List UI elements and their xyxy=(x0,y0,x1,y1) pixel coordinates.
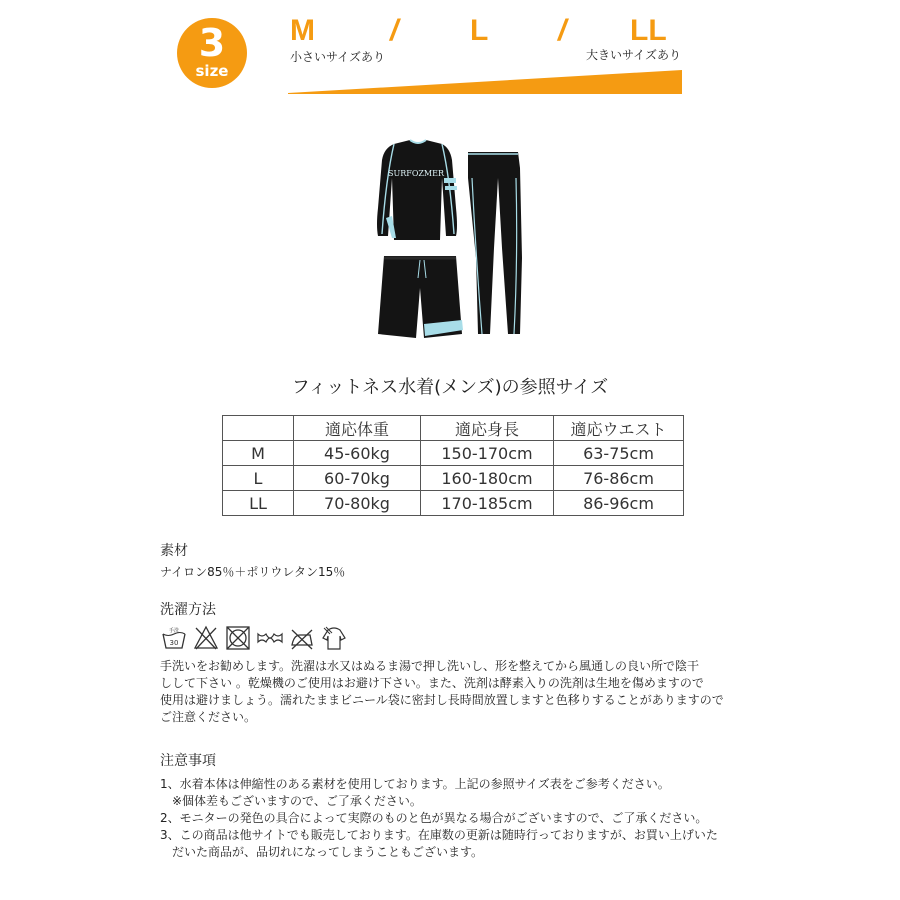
table-header-cell: 適応身長 xyxy=(421,416,554,441)
table-header-cell xyxy=(223,416,294,441)
table-cell: 45-60kg xyxy=(294,441,421,466)
table-header-cell: 適応体重 xyxy=(294,416,421,441)
washing-line: 使用は避けましょう。濡れたままビニール袋に密封し長時間放置しますと色移りすることがありますので xyxy=(160,693,724,707)
washing-line: ご注意ください。 xyxy=(160,710,257,724)
note-line: だいた商品が、品切れになってしまうこともございます。 xyxy=(160,845,484,859)
size-separator-2: / xyxy=(558,14,567,47)
notes-heading: 注意事項 xyxy=(160,753,216,769)
material-heading: 素材 xyxy=(160,543,188,559)
small-size-note: 小さいサイズあり xyxy=(290,50,386,64)
table-header-row xyxy=(223,416,684,441)
table-cell: 86-96cm xyxy=(554,491,684,516)
table-cell: 76-86cm xyxy=(554,466,684,491)
badge-word: size xyxy=(195,62,229,80)
table-row xyxy=(223,491,684,516)
no-iron-icon xyxy=(288,624,316,652)
note-line: 3、この商品は他サイトでも販売しております。在庫数の更新は随時行っておりますが、お買い上げいた xyxy=(160,828,718,842)
table-cell: 150-170cm xyxy=(421,441,554,466)
table-row xyxy=(223,466,684,491)
washing-heading: 洗濯方法 xyxy=(160,602,216,618)
large-size-note: 大きいサイズあり xyxy=(586,48,682,62)
notes-list xyxy=(160,776,718,861)
table-cell: L xyxy=(223,466,294,491)
badge-number: 3 xyxy=(198,21,226,65)
table-cell: M xyxy=(223,441,294,466)
table-cell: 70-80kg xyxy=(294,491,421,516)
orange-accent-stripe xyxy=(288,70,682,94)
hang-dry-shade-icon xyxy=(320,624,348,652)
hand-wash-label: 手洗 xyxy=(168,628,180,634)
size-count-badge xyxy=(177,18,247,88)
note-line: 1、水着本体は伸縮性のある素材を使用しております。上記の参照サイズ表をご参考ください。 xyxy=(160,777,670,791)
table-cell: 170-185cm xyxy=(421,491,554,516)
hand-wash-temp: 30 xyxy=(169,639,179,647)
size-separator-1: / xyxy=(390,14,399,47)
note-line: 2、モニターの発色の具合によって実際のものと色が異なる場合がございますので、ご了承ください。 xyxy=(160,811,708,825)
size-label-ll: LL xyxy=(630,14,667,47)
swimwear-set-image xyxy=(372,138,528,342)
care-icons xyxy=(160,624,348,652)
table-header-cell: 適応ウエスト xyxy=(554,416,684,441)
size-table-title: フィットネス水着(メンズ)の参照サイズ xyxy=(291,377,609,398)
material-text: ナイロン85％＋ポリウレタン15％ xyxy=(160,565,346,579)
table-cell: 160-180cm xyxy=(421,466,554,491)
brand-print: SURFOZMER xyxy=(388,169,444,178)
size-table xyxy=(222,415,684,516)
size-label-m: M xyxy=(290,14,315,47)
size-label-l: L xyxy=(470,14,489,47)
no-bleach-icon xyxy=(192,624,220,652)
no-tumble-dry-icon xyxy=(224,624,252,652)
wring-gently-icon xyxy=(256,624,284,652)
table-cell: 60-70kg xyxy=(294,466,421,491)
table-row xyxy=(223,441,684,466)
washing-line: しして下さい 。乾燥機のご使用はお避け下さい。また、洗剤は酵素入りの洗剤は生地を傷めますので xyxy=(160,676,704,690)
washing-instructions xyxy=(160,658,724,726)
table-cell: LL xyxy=(223,491,294,516)
note-line: ※個体差もございますので、ご了承ください。 xyxy=(160,794,422,808)
hand-wash-30-icon xyxy=(160,624,188,652)
washing-line: 手洗いをお勧めします。洗濯は水又はぬるま湯で押し洗いし、形を整えてから風通しの良い所で陰干 xyxy=(160,659,700,673)
table-cell: 63-75cm xyxy=(554,441,684,466)
